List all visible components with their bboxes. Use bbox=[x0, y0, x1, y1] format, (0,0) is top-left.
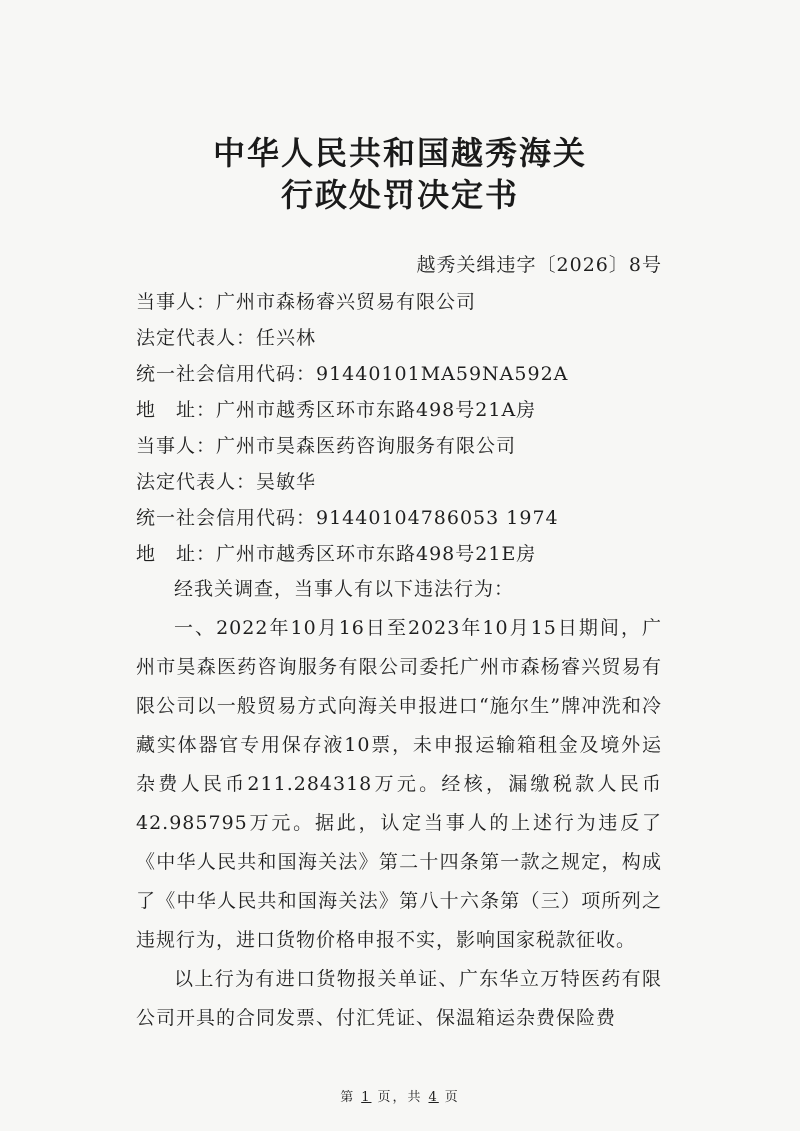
party1-legal-rep: 法定代表人：任兴林 bbox=[136, 327, 317, 349]
party1-name: 当事人：广州市森杨睿兴贸易有限公司 bbox=[136, 291, 477, 313]
party1-credit-code: 统一社会信用代码：91440101MA59NA592A bbox=[136, 363, 569, 385]
violation-paragraph: 一、2022年10月16日至2023年10月15日期间，广州市昊森医药咨询服务有限公司委托广州市森杨睿兴贸易有限公司以一般贸易方式向海关申报进口“施尔生”牌冲洗和冷藏实体器官专用保存液10票，未申报运输箱租金及境外运杂费人民币211.284318万元。经核，漏缴税款人民币42.985795万元。据此，认定当事人的上述行为违反了《中华人民共和国海关法》第二十四条第一款之规定，构成了《中华人民共和国海关法》第八十六条第（三）项所列之违规行为，进口货物价格申报不实，影响国家税款征收。 bbox=[136, 617, 662, 951]
footer-page-number: 1 bbox=[361, 1090, 372, 1105]
party1-address: 地 址：广州市越秀区环市东路498号21A房 bbox=[136, 399, 537, 421]
footer-total-pages: 4 bbox=[428, 1090, 439, 1105]
footer-suffix: 页 bbox=[444, 1090, 460, 1105]
footer-prefix: 第 bbox=[340, 1090, 356, 1105]
party2-legal-rep: 法定代表人：吴敏华 bbox=[136, 471, 317, 493]
intro-paragraph: 经我关调查，当事人有以下违法行为： bbox=[174, 578, 515, 600]
page-footer bbox=[0, 1086, 800, 1105]
party2-name: 当事人：广州市昊森医药咨询服务有限公司 bbox=[136, 435, 517, 457]
footer-mid: 页，共 bbox=[377, 1090, 423, 1105]
evidence-paragraph: 以上行为有进口货物报关单证、广东华立万特医药有限公司开具的合同发票、付汇凭证、保温箱运杂费保险费 bbox=[136, 968, 662, 1029]
document-title-line1: 中华人民共和国越秀海关 bbox=[212, 134, 587, 172]
document-body bbox=[136, 570, 662, 1038]
party2-address: 地 址：广州市越秀区环市东路498号21E房 bbox=[136, 543, 537, 565]
document-title-line2: 行政处罚决定书 bbox=[280, 176, 519, 214]
party2-credit-code: 统一社会信用代码：91440104786053 1974 bbox=[136, 507, 559, 529]
document-number: 越秀关缉违字〔2026〕8号 bbox=[416, 254, 662, 276]
